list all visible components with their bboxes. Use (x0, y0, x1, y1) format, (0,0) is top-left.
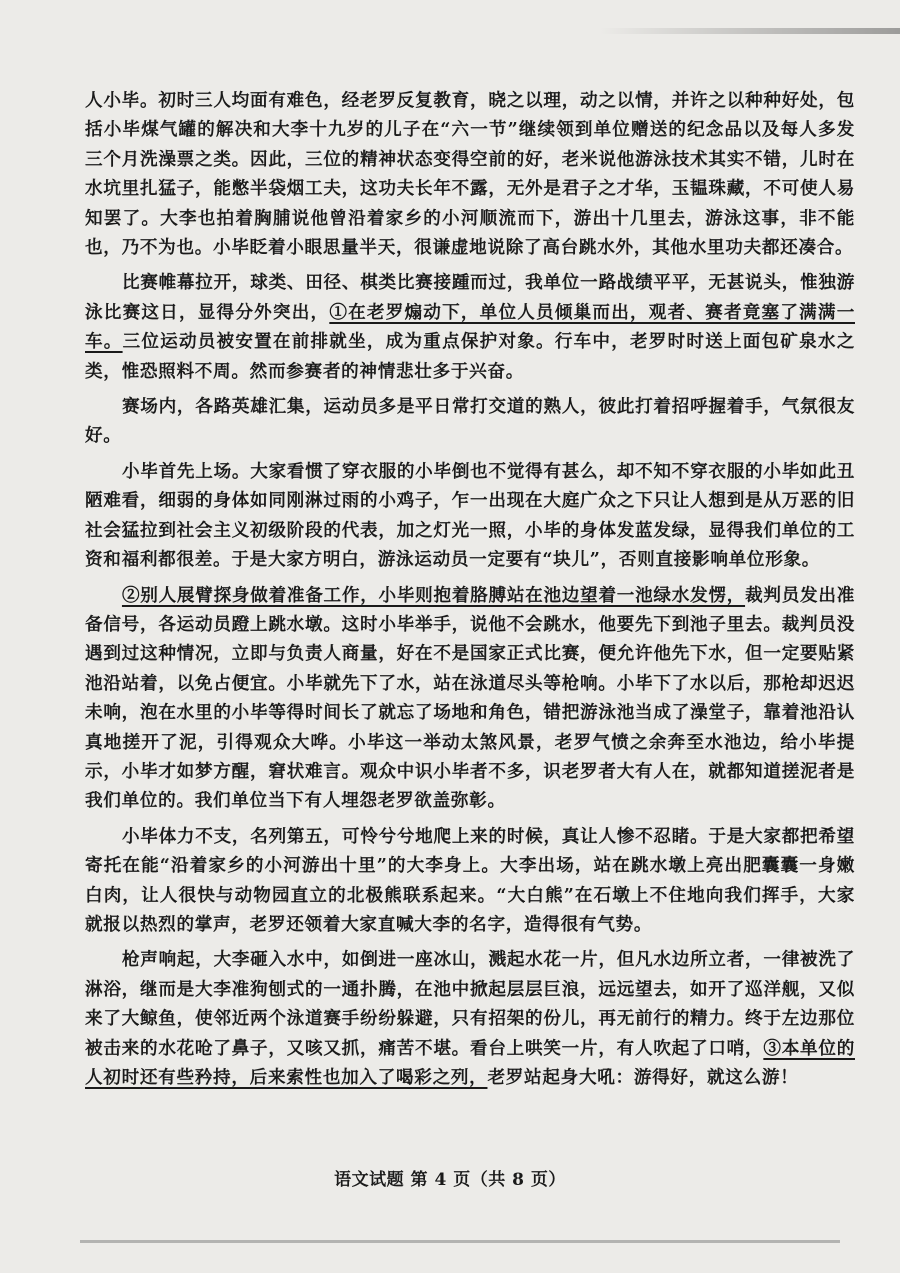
scan-shadow-bottom (80, 1240, 840, 1243)
paragraph-text: 小毕体力不支，名列第五，可怜兮兮地爬上来的时候，真让人惨不忍睹。于是大家都把希望寄托在能“沿着家乡的小河游出十里”的大李身上。大李出场，站在跳水墩上亮出肥囊囊一身嫩白肉，让人很快与动物园直立的北极熊联系起来。“大白熊”在石墩上不住地向我们挥手，大家就报以热烈的掌声，老罗还领着大家直喊大李的名字，造得很有气势。 (85, 825, 855, 935)
story-paragraph (85, 945, 855, 1092)
paragraph-text: 人小毕。初时三人均面有难色，经老罗反复教育，晓之以理，动之以情，并许之以种种好处，包括小毕煤气罐的解决和大李十九岁的儿子在“六一节”继续领到单位赠送的纪念品以及每人多发三个月洗澡票之类。因此，三位的精神状态变得空前的好，老米说他游泳技术其实不错，儿时在水坑里扎猛子，能憋半袋烟工夫，这功夫长年不露，无外是君子之才华，玉韫珠藏，不可使人易知罢了。大李也拍着胸脯说他曾沿着家乡的小河顺流而下，游出十几里去，游泳这事，非不能也，乃不为也。小毕眨着小眼思量半天，很谦虚地说除了高台跳水外，其他水里功夫都还凑合。 (85, 90, 855, 259)
underlined-passage: ①在老罗煽动下，单位人员倾巢而出，观者、赛者竟塞了满满一车。 (85, 301, 855, 353)
story-paragraph (85, 392, 855, 451)
page-footer: 语文试题 第 4 页（共 8 页） (334, 1170, 566, 1190)
paragraph-text: 枪声响起，大李砸入水中，如倒进一座冰山，溅起水花一片，但凡水边所立者，一律被洗了淋浴，继而是大李准狗刨式的一通扑腾，在池中掀起层层巨浪，远远望去，如开了巡洋舰，又似来了大鲸鱼，使邻近两个泳道赛手纷纷躲避，只有招架的份儿，再无前行的精力。终于左边那位被击来的水花呛了鼻子，又咳又抓，痛苦不堪。看台上哄笑一片，有人吹起了口哨， (85, 949, 855, 1059)
story-paragraph (85, 268, 855, 386)
paragraph-text: 小毕首先上场。大家看惯了穿衣服的小毕倒也不觉得有甚么，却不知不穿衣服的小毕如此丑陋难看，细弱的身体如同刚淋过雨的小鸡子，乍一出现在大庭广众之下只让人想到是从万恶的旧社会猛拉到社会主义初级阶段的代表，加之灯光一照，小毕的身体发蓝发绿，显得我们单位的工资和福利都很差。于是大家方明白，游泳运动员一定要有“块儿”，否则直接影响单位形象。 (85, 460, 855, 571)
paragraph-text: 比赛帷幕拉开，球类、田径、棋类比赛接踵而过，我单位一路战绩平平，无甚说头，惟独游泳比赛这日，显得分外突出， (85, 272, 855, 323)
story-paragraph (85, 86, 855, 262)
story-paragraph (85, 457, 855, 575)
underlined-passage: ②别人展臂探身做着准备工作，小毕则抱着胳膊站在池边望着一池绿水发愣， (121, 584, 746, 606)
paragraph-text: 赛场内，各路英雄汇集，运动员多是平日常打交道的熟人，彼此打着招呼握着手，气氛很友好。 (85, 396, 855, 447)
paragraph-text: 老罗站起身大吼：游得好，就这么游！ (487, 1067, 799, 1088)
paragraph-text: 三位运动员被安置在前排就坐，成为重点保护对象。行车中，老罗时时送上面包矿泉水之类，惟恐照料不周。然而参赛者的神情悲壮多于兴奋。 (85, 331, 855, 382)
story-paragraph (85, 822, 855, 940)
story-paragraph (85, 581, 855, 816)
scan-shadow-top (600, 28, 900, 34)
exam-page-body (85, 86, 855, 1098)
underlined-passage: ③本单位的人初时还有些矜持，后来索性也加入了喝彩之列， (85, 1037, 855, 1088)
paragraph-text: 裁判员发出准备信号，各运动员蹬上跳水墩。这时小毕举手，说他不会跳水，他要先下到池子里去。裁判员没遇到过这种情况，立即与负责人商量，好在不是国家正式比赛，便允许他先下水，但一定要贴紧池沿站着，以免占便宜。小毕就先下了水，站在泳道尽头等枪响。小毕下了水以后，那枪却迟迟未响，泡在水里的小毕等得时间长了就忘了场地和角色，错把游泳池当成了澡堂子，靠着池沿认真地搓开了泥，引得观众大哗。小毕这一举动太煞风景，老罗气愤之余奔至水池边，给小毕提示，小毕才如梦方醒，窘状难言。观众中识小毕者不多，识老罗者大有人在，就都知道搓泥者是我们单位的。我们单位当下有人埋怨老罗欲盖弥彰。 (85, 584, 855, 812)
